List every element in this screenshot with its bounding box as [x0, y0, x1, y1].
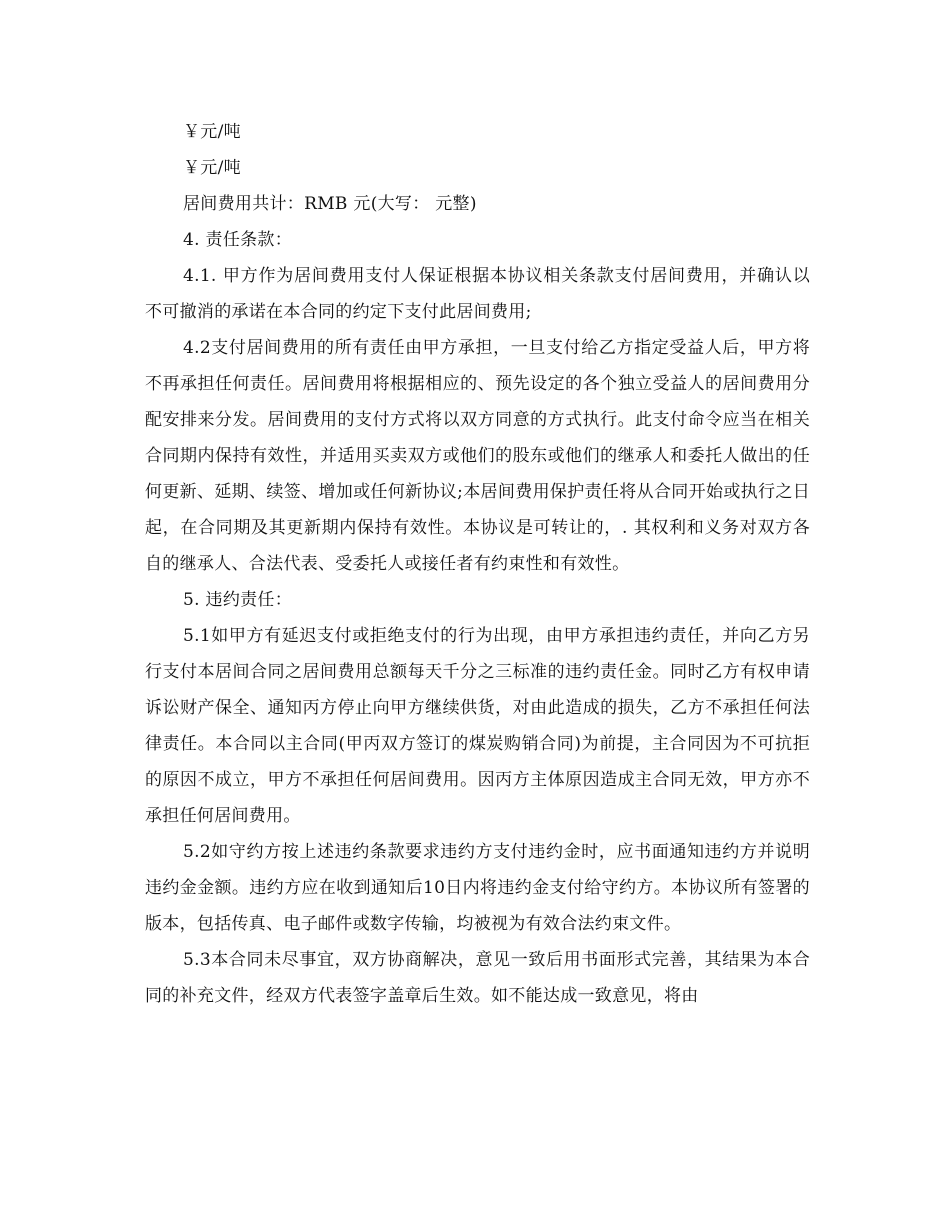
section-5-heading: 5. 违约责任： [183, 590, 293, 610]
section-4-heading: 4. 责任条款： [183, 230, 293, 250]
clause-4-2: 4.2支付居间费用的所有责任由甲方承担，一旦支付给乙方指定受益人后，甲方将不再承担任何责任。居间费用将根据相应的、预先设定的各个独立受益人的居间费用分配安排来分发。居间费用的支付方式将以双方同意的方式执行。此支付命令应当在相关合同期内保持有效性，并适用买卖双方或他们的股东或他们的继承人和委托人做出的任何更新、延期、续签、增加或任何新协议;本居间费用保护责任将从合同开始或执行之日起，在合同期及其更新期内保持有效性。本协议是可转让的，. 其权利和义务对双方各自的继承人、合法代表、受委托人或接任者有约束性和有效性。 [145, 338, 810, 574]
clause-5-3: 5.3本合同未尽事宜，双方协商解决，意见一致后用书面形式完善，其结果为本合同的补充文件，经双方代表签字盖章后生效。如不能达成一致意见，将由 [145, 950, 810, 1006]
price-line-1: ￥元/吨 [183, 122, 241, 142]
clause-5-2: 5.2如守约方按上述违约条款要求违约方支付违约金时，应书面通知违约方并说明违约金金额。违约方应在收到通知后10日内将违约金支付给守约方。本协议所有签署的版本，包括传真、电子邮件或数字传输，均被视为有效合法约束文件。 [145, 842, 810, 934]
price-line-2: ￥元/吨 [183, 158, 241, 178]
clause-4-1: 4.1. 甲方作为居间费用支付人保证根据本协议相关条款支付居间费用，并确认以不可撤消的承诺在本合同的约定下支付此居间费用; [145, 266, 810, 322]
document-body [145, 114, 810, 1014]
fee-total-line: 居间费用共计：RMB 元(大写： 元整) [183, 194, 477, 214]
clause-5-1: 5.1如甲方有延迟支付或拒绝支付的行为出现，由甲方承担违约责任，并向乙方另行支付本居间合同之居间费用总额每天千分之三标准的违约责任金。同时乙方有权申请诉讼财产保全、通知丙方停止向甲方继续供货，对由此造成的损失，乙方不承担任何法律责任。本合同以主合同(甲丙双方签订的煤炭购销合同)为前提，主合同因为不可抗拒的原因不成立，甲方不承担任何居间费用。因丙方主体原因造成主合同无效，甲方亦不承担任何居间费用。 [145, 626, 810, 826]
